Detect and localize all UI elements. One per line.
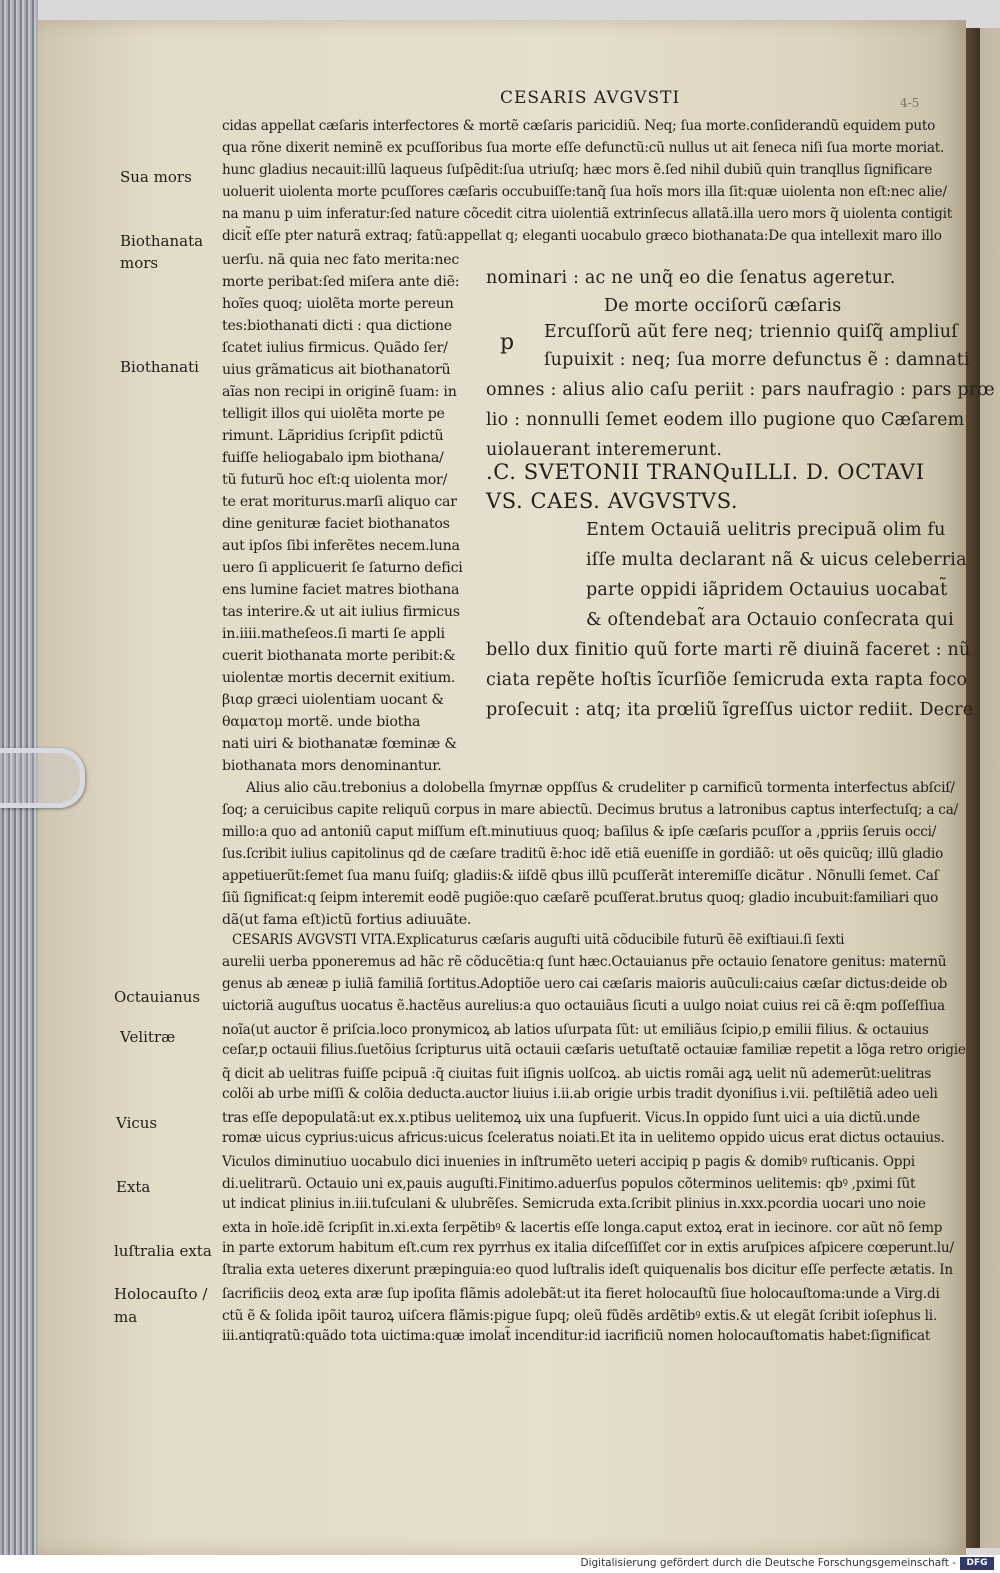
text-line: q̃ dicit ab uelitras fuiſſe pcipuã :q̃ ciuitas fuit iſignis uolſcoꝝ. ab uictis romãi agꝝ uelit nũ ademerũt:uelitras bbox=[222, 1066, 932, 1082]
margin-note: Octauianus bbox=[114, 988, 201, 1006]
text-line: fuiſſe heliogabalo ipm biothana/ bbox=[222, 450, 444, 466]
text-line: exta in hoĩe.idẽ ſcripſit in.xi.exta ſerpẽtibꝰ & lacertis eſſe longa.caput extoꝝ erat in iecinore. cor aũt nõ ſemp bbox=[222, 1220, 943, 1236]
main-text-line: ciata repẽte hoſtis ĩcurſiõe ſemicruda exta rapta foco bbox=[486, 670, 968, 690]
footer-credit: Digitalisierung gefördert durch die Deutsche Forschungsgemeinschaft - bbox=[580, 1557, 956, 1569]
text-line: ſoq; a ceruicibus capite reliquũ corpus in mare abiectũ. Decimus brutus a latronibus captus interfectuſq; a ca/ bbox=[222, 802, 958, 818]
main-text-line: iſſe multa declarant nã & uicus celeberria bbox=[586, 550, 967, 570]
text-line: aut ipſos ſibi inferẽtes necem.luna bbox=[222, 538, 460, 554]
text-line: aurelii uerba pponeremus ad hãc rẽ cõducẽtia:q ſunt hæc.Octauianus pr̃e octauio ſenatore genitus: maternũ bbox=[222, 954, 947, 970]
main-text-line: uiolauerant interemerunt. bbox=[486, 440, 723, 460]
margin-note: Velitræ bbox=[120, 1028, 176, 1046]
dfg-logo: DFG bbox=[960, 1557, 994, 1570]
text-line: uius grãmaticus ait biothanatorũ bbox=[222, 362, 451, 378]
text-line: di.uelitrarũ. Octauio uni ex,pauis auguſti.Finitimo.aduerſus populos cõterminos uelitemis: qbꝰ ,pximi ſũt bbox=[222, 1176, 916, 1192]
text-line: nati uiri & biothanatæ fœminæ & bbox=[222, 736, 457, 752]
folio-mark: 4-5 bbox=[900, 96, 920, 110]
text-line: ens lumine faciet matres biothana bbox=[222, 582, 460, 598]
text-line: uiolentæ mortis decernit exitium. bbox=[222, 670, 456, 686]
text-line: tũ futurũ hoc eſt:q uiolenta mor/ bbox=[222, 472, 448, 488]
text-line: dine genituræ faciet biothanatos bbox=[222, 516, 450, 532]
text-line: romæ uicus cyprius:uicus africus:uicus ſceleratus noiati.Et ita in uelitemo oppido uicus erat dictus octauius. bbox=[222, 1130, 945, 1146]
text-line: qua rõne dixerit neminẽ ex pcuſſoribus ſua morte eſſe defunctũ:cũ nullus ut ait ſeneca niſi ſua morte moriat. bbox=[222, 140, 945, 156]
main-text-line: Ercuſſorũ aũt fere neq; triennio quiſq̃ ampliuſ bbox=[544, 322, 958, 342]
text-line: genus ab æneæ p iuliã familiã ſortitus.Adoptiõe uero cai cæſaris maioris auũculi:caius cæſar dictus:deide ob bbox=[222, 976, 948, 992]
text-line: telligit illos qui uiolẽta morte pe bbox=[222, 406, 445, 422]
text-line: ceſar,p octauii filius.ſuetõius ſcripturus uitã octauii cæſaris uetuſtatẽ octauiæ familiæ repetit a lõga retro origie bbox=[222, 1042, 966, 1058]
text-line: iii.antiqratũ:quãdo tota uictima:quæ imolat̃ incenditur:id iacrificiũ nomen holocauſtomatis habet:ſignificat bbox=[222, 1328, 931, 1344]
text-line: ſtralia exta ueteres dixerunt præpinguia:eo quod luſtralis ideſt quiquenalis bos dicitur eſſe perfecte ætatis. In bbox=[222, 1262, 953, 1278]
text-line: in.iiii.matheſeos.ſi marti ſe appli bbox=[222, 626, 445, 642]
text-line: noĩa(ut auctor ẽ priſcia.loco pronymicoꝝ ab latios uſurpata ſũt: ut emiliãus ſcipio,p emilii filius. & octauius bbox=[222, 1022, 929, 1038]
section-start-line: CESARIS AVGVSTI VITA.Explicaturus cæſaris auguſti uitã cõducibile futurũ ẽẽ exiſtiaui.ſi ſexti bbox=[232, 932, 845, 948]
text-line: cuerit biothanata morte peribit:& bbox=[222, 648, 456, 664]
text-line: ctũ ẽ & ſolida ipõit tauroꝝ uiſcera flãmis:pigue ſupq; oleũ fũdẽs ardẽtibꝰ extis.& ut elegãt ſcribit ioſephus li. bbox=[222, 1308, 937, 1324]
margin-note: Holocauſto / bbox=[114, 1285, 208, 1303]
text-line: θαματομ mortẽ. unde biotha bbox=[222, 714, 421, 730]
main-text-line: proſecuit : atq; ita prœliũ ĩgreſſus uictor rediit. Decre bbox=[486, 700, 974, 720]
margin-note: Sua mors bbox=[120, 168, 192, 186]
main-text-line: & oſtendebat̃ ara Octauio conſecrata qui bbox=[586, 610, 954, 630]
text-line: tes:biothanati dicti : qua dictione bbox=[222, 318, 452, 334]
text-line: ſiũ ſignificat:q ſeipm interemit eodẽ pugiõe:quo cæſarẽ pcuſſerat.brutus quoq; gladio incubuit:familiari quo bbox=[222, 890, 939, 906]
text-line: biothanata mors denominantur. bbox=[222, 758, 442, 774]
text-line: na manu p uim inferatur:ſed nature cõcedit citra uiolentiã extrinſecus allatã.illa uero mors q̃ uiolenta contigit bbox=[222, 206, 953, 222]
text-line: uerſu. nã quia nec fato merita:nec bbox=[222, 252, 460, 268]
text-line: te erat moriturus.marſi aliquo car bbox=[222, 494, 457, 510]
text-line: colõi ab urbe miſſi & colõia deducta.auctor liuius i.ii.ab origie urbis tradit dyoniſius i.vii. peſtilẽtiã adeo ueli bbox=[222, 1086, 938, 1102]
text-line: tras eſſe depopulatã:ut ex.x.ptibus uelitemoꝝ uix una ſupfuerit. Vicus.In oppido ſunt uici a uia dictũ.unde bbox=[222, 1110, 920, 1126]
paper-clip bbox=[0, 748, 85, 808]
text-line: rimunt. Lãpridius ſcripſit pdictũ bbox=[222, 428, 444, 444]
text-line: cidas appellat cæſaris interfectores & mortẽ cæſaris paricidiũ. Neq; ſua morte.conſiderandũ equidem puto bbox=[222, 118, 936, 134]
text-line: hoĩes quoq; uiolẽta morte pereun bbox=[222, 296, 454, 312]
text-line: uoluerit uiolenta morte pcuſſores cæſaris occubuiſſe:tanq̃ ſua hoĩs mors illa ſit:quæ uiolenta non eſt:nec alie/ bbox=[222, 184, 947, 200]
margin-note: mors bbox=[120, 254, 159, 272]
drop-capital: p bbox=[500, 330, 515, 355]
main-text-line: ſupuixit : neq; ſua morre defunctus ẽ : damnati bbox=[544, 350, 970, 370]
main-text-line: lio : nonnulli ſemet eodem illo pugione quo Cæſarem bbox=[486, 410, 965, 430]
main-text-line: Entem Octauiã uelitris precipuã olim fu bbox=[586, 520, 946, 540]
main-text-line: omnes : alius alio caſu periit : pars naufragio : pars prœ bbox=[486, 380, 995, 400]
text-line: ſacrificiis deoꝝ exta aræ ſup ipoſita flãmis adolebãt:ut ita fieret holocauſtũ ſiue holocauſtoma:unde a Virg.di bbox=[222, 1286, 940, 1302]
book-title-line: .C. SVETONII TRANQuILLI. D. OCTAVI bbox=[486, 460, 925, 484]
text-line: aĩas non recipi in originẽ ſuam: in bbox=[222, 384, 457, 400]
book-binding-right bbox=[966, 28, 1000, 1548]
text-line: ut indicat plinius in.iii.tuſculani & ulubrẽſes. Semicruda exta.ſcribit plinius in.xxx.pcordia uocari uno noie bbox=[222, 1196, 926, 1212]
margin-note: Exta bbox=[116, 1178, 151, 1196]
text-line: hunc gladius necauit:illũ laqueus ſuſpẽdit:ſua utriuſq; hæc mors ẽ.ſed nihil dubiũ quin tranqllus ſignificare bbox=[222, 162, 933, 178]
text-line: Viculos diminutiuo uocabulo dici inuenies in inſtrumẽto ueteri accipiq p pagis & domibꝰ ruſticanis. Oppi bbox=[222, 1154, 915, 1170]
text-line: morte peribat:ſed miſera ante diẽ: bbox=[222, 274, 460, 290]
text-line: ſus.ſcribit iulius capitolinus qd de cæſare traditũ ẽ:hoc idẽ etiã eueniſſe in gordiãõ: ut oẽs quicũq; illũ gladio bbox=[222, 846, 944, 862]
text-line: uictoriã auguſtus uocatus ẽ.hactẽus aurelius:a quo octauiãus ſicuti a uulgo noiat cuius rei cã ẽ:qm poſſeſſiua bbox=[222, 998, 945, 1014]
text-line: in parte extorum habitum eſt.cum rex pyrrhus ex italia diſceſſiſſet cor in extis aruſpices aſpicere cœperunt.lu/ bbox=[222, 1240, 954, 1256]
main-text-line: parte oppidi iãpridem Octauius uocabat̃ bbox=[586, 580, 948, 600]
book-title-line: VS. CAES. AVGVSTVS. bbox=[486, 489, 739, 513]
text-line: appetiuerũt:ſemet ſua manu ſuiſq; gladiis:& iiſdẽ qbus illũ pcuſſerãt interemiſſe dicãtur . Nõnulli ſemet. Caſ bbox=[222, 868, 939, 884]
main-text-line: bello dux finitio quũ forte marti rẽ diuinã faceret : nũ bbox=[486, 640, 971, 660]
main-text-line: nominari : ac ne unq̃ eo die ſenatus ageretur. bbox=[486, 268, 896, 288]
margin-note: ma bbox=[114, 1308, 138, 1326]
margin-note: luſtralia exta bbox=[114, 1242, 212, 1260]
text-line: millo:a quo ad antoniũ caput miſſum eſt.minutiuus quoq; baſilus & ipſe cæſaris pcuſſor a ,ppriis ſeruis occi/ bbox=[222, 824, 937, 840]
text-line: ſcatet iulius firmicus. Quãdo ſer/ bbox=[222, 340, 448, 356]
running-header: CESARIS AVGVSTI bbox=[500, 88, 681, 108]
text-line: tas interire.& ut ait iulius firmicus bbox=[222, 604, 460, 620]
section-heading: De morte occiſorũ cæſaris bbox=[604, 296, 842, 316]
text-line: uero ſi applicuerit ſe ſaturno defici bbox=[222, 560, 463, 576]
margin-note: Biothanata bbox=[120, 232, 204, 250]
margin-note: Biothanati bbox=[120, 358, 199, 376]
text-line: Alius alio cãu.trebonius a dolobella ſmyrnæ oppſſus & crudeliter p carnificũ tormenta interfectus abſciſ/ bbox=[246, 780, 955, 796]
text-line: dã(ut fama eſt)ictũ fortius adiuuãte. bbox=[222, 912, 472, 928]
text-line: βιαρ græci uiolentiam uocant & bbox=[222, 692, 444, 708]
margin-note: Vicus bbox=[116, 1114, 158, 1132]
text-line: dicit̃ eſſe pter naturã extraq; fatũ:appellat q; eleganti uocabulo græco biothanata:De qua intellexit maro illo bbox=[222, 228, 942, 244]
